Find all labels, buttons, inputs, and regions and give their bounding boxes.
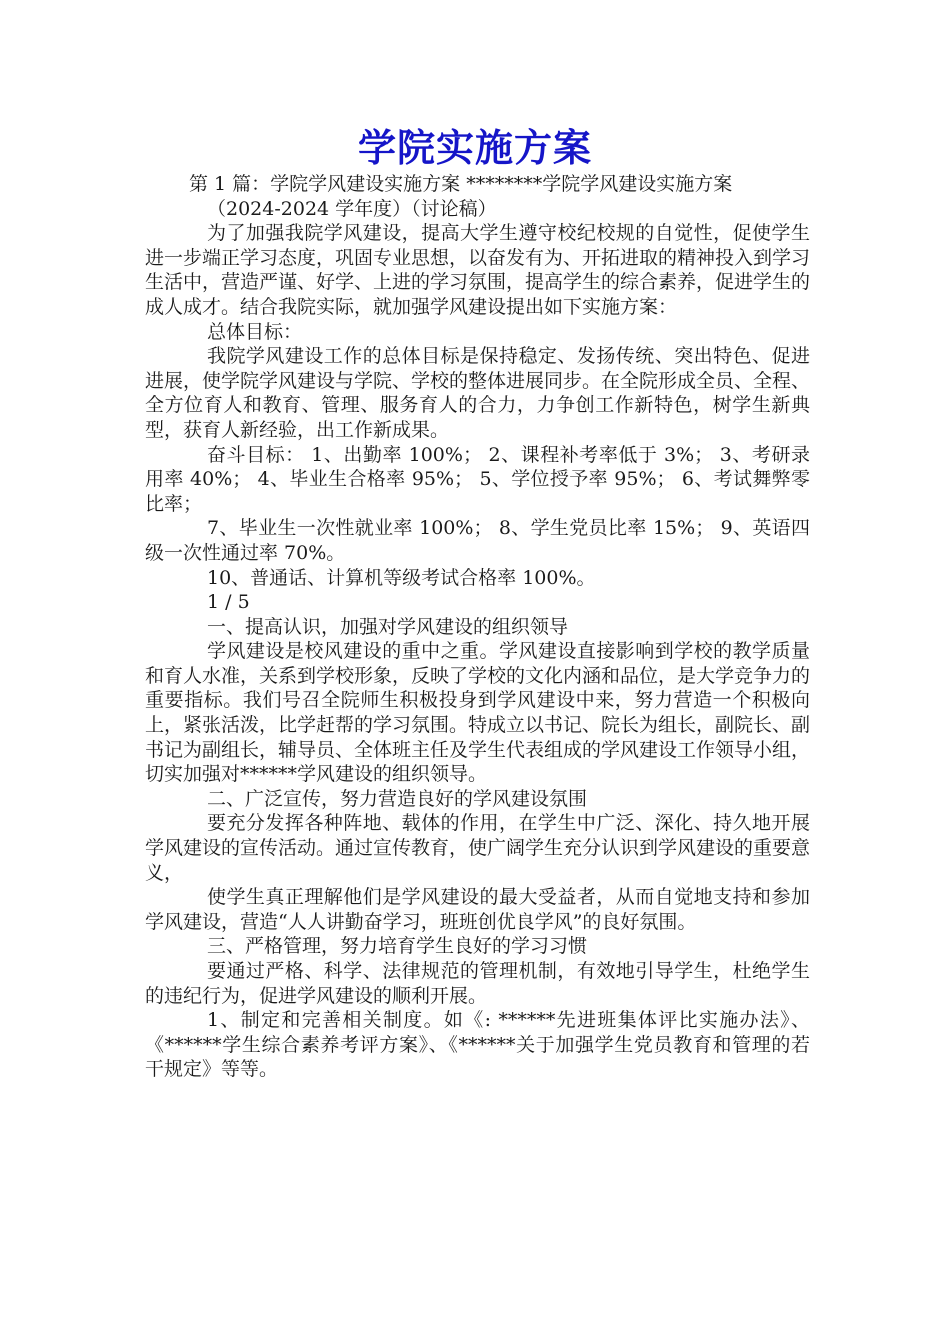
section-heading-3: 三、严格管理，努力培育学生良好的学习习惯 [207, 935, 588, 958]
page-number: 1 / 5 [207, 591, 250, 614]
document-body [145, 172, 810, 1082]
paragraph-section-3-item-1: 1、制定和完善相关制度。如《: ******先进班集体评比实施办法》、《******学生综合素养考评方案》、《******关于加强学生党员教育和管理的若干规定》等等。 [145, 1009, 810, 1081]
paragraph-targets-1: 奋斗目标： 1、出勤率 100%； 2、课程补考率低于 3%； 3、考研录用率 40%； 4、毕业生合格率 95%； 5、学位授予率 95%； 6、考试舞弊零比率； [145, 443, 810, 515]
paragraph-section-2b: 使学生真正理解他们是学风建设的最大受益者，从而自觉地支持和参加学风建设，营造“人人讲勤奋学习，班班创优良学风”的良好氛围。 [145, 886, 810, 933]
paragraph-targets-2: 7、毕业生一次性就业率 100%； 8、学生党员比率 15%； 9、英语四级一次性通过率 70%。 [145, 517, 810, 564]
paragraph-overall-goal-heading: 总体目标： [207, 320, 303, 343]
paragraph-section-3: 要通过严格、科学、法律规范的管理机制，有效地引导学生，杜绝学生的违纪行为，促进学风建设的顺利开展。 [145, 960, 810, 1007]
paragraph-section-1: 学风建设是校风建设的重中之重。学风建设直接影响到学校的教学质量和育人水准，关系到学校形象，反映了学校的文化内涵和品位，是大学竞争力的重要指标。我们号召全院师生积极投身到学风建设中来，努力营造一个积极向上，紧张活泼，比学赶帮的学习氛围。特成立以书记、院长为组长，副院长、副书记为副组长，辅导员、全体班主任及学生代表组成的学风建设工作领导小组，切实加强对******学风建设的组织领导。 [145, 640, 811, 786]
document-title: 学院实施方案 [357, 125, 592, 170]
paragraph-academic-year: （2024-2024 学年度）（讨论稿） [207, 197, 497, 220]
paragraph-intro: 第 1 篇：学院学风建设实施方案 ********学院学风建设实施方案 [189, 173, 733, 195]
paragraph-purpose: 为了加强我院学风建设，提高大学生遵守校纪校规的自觉性，促使学生进一步端正学习态度，巩固专业思想，以奋发有为、开拓进取的精神投入到学习生活中，营造严谨、好学、上进的学习氛围，提高学生的综合素养，促进学生的成人成才。结合我院实际，就加强学风建设提出如下实施方案： [145, 222, 811, 318]
paragraph-overall-goal: 我院学风建设工作的总体目标是保持稳定、发扬传统、突出特色、促进进展，使学院学风建设与学院、学校的整体进展同步。在全院形成全员、全程、全方位育人和教育、管理、服务育人的合力，力争创工作新特色，树学生新典型，获育人新经验，出工作新成果。 [145, 345, 811, 441]
paragraph-targets-3: 10、普通话、计算机等级考试合格率 100%。 [207, 566, 596, 589]
paragraph-section-2a: 要充分发挥各种阵地、载体的作用，在学生中广泛、深化、持久地开展学风建设的宣传活动。通过宣传教育，使广阔学生充分认识到学风建设的重要意义， [145, 812, 811, 884]
section-heading-1: 一、提高认识，加强对学风建设的组织领导 [207, 615, 569, 638]
section-heading-2: 二、广泛宣传，努力营造良好的学风建设氛围 [207, 787, 588, 810]
